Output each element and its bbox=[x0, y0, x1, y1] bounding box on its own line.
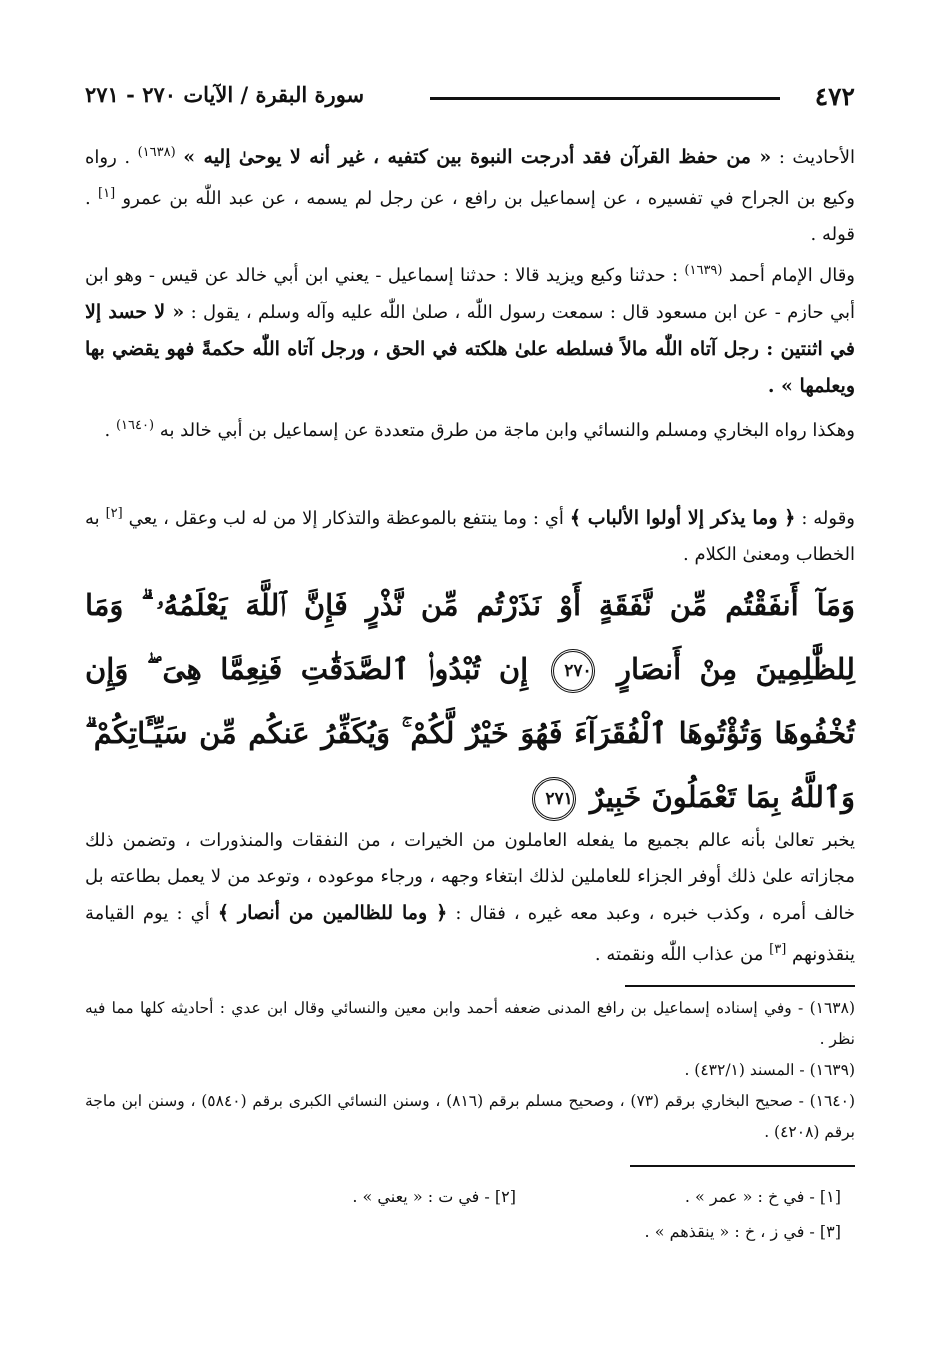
para2-lead: وقال الإمام أحمد bbox=[728, 265, 855, 286]
para5-quote: ﴿ وما للظالمين من أنصار ﴾ bbox=[217, 902, 448, 924]
editor-note-1: [١] - في خ : « عمر » . bbox=[684, 1187, 841, 1206]
editor-ref-1[interactable]: [١] bbox=[98, 186, 116, 201]
paragraph-bukhari bbox=[85, 408, 855, 449]
para3-end: . bbox=[104, 420, 111, 441]
editor-notes-rule bbox=[630, 1165, 855, 1167]
ayah-number-270: ٢٧٠ bbox=[551, 649, 595, 693]
footnote-1639: (١٦٣٩) - المسند (٤٣٢/١) . bbox=[684, 1061, 855, 1079]
running-head: سورة البقرة / الآيات ٢٧٠ - ٢٧١ bbox=[85, 82, 365, 107]
paragraph-hadith-quran bbox=[85, 135, 855, 253]
editor-ref-2[interactable]: [٢] bbox=[105, 506, 123, 521]
para4-quote: ﴿ وما يذكر إلا أولوا الألباب ﴾ bbox=[569, 507, 796, 529]
verse-270-text: وَمَآ أَنفَقْتُم مِّن نَّفَقَةٍ أَوْ نَذَرْتُم مِّن نَّذْرٍ فَإِنَّ ٱللَّهَ يَعْلَمُهُۥ ۗ وَمَا لِلظَّٰلِمِينَ مِنْ أَنصَارٍ bbox=[85, 588, 855, 686]
para5-body: يخبر تعالىٰ بأنه عالم بجميع ما يفعله العاملون من الخيرات ، من النفقات والمنذورات ، وتضمن ذلك مجازاته علىٰ ذلك أوفر الجزاء للعاملين لذلك ابتغاء وجهه ، ورجاء موعوده ، وتوعد من لا يعمل بطاعته بل خالف أمره ، وكذب خبره ، وعبد معه غيره ، فقال : bbox=[85, 830, 855, 924]
footnote-ref-1638[interactable]: (١٦٣٨) bbox=[137, 145, 176, 160]
para3-body: وهكذا رواه البخاري ومسلم والنسائي وابن ماجة من طرق متعددة عن إسماعيل بن أبي خالد به bbox=[159, 420, 855, 441]
header-rule bbox=[430, 97, 780, 100]
para2-hadith: « لا حسد إلا في اثنتين : رجل آتاه اللّٰه مالاً فسلطه علىٰ هلكته في الحق ، ورجل آتاه اللّٰه حكمةً فهو يقضي بها ويعلمها » . bbox=[85, 301, 855, 397]
paragraph-tafsir bbox=[85, 823, 855, 973]
page-header bbox=[85, 80, 855, 120]
footnotes bbox=[85, 993, 855, 1148]
footnote-ref-1639[interactable]: (١٦٣٩) bbox=[684, 263, 723, 278]
ayah-number-271: ٢٧١ bbox=[532, 777, 576, 821]
editor-note-2: [٢] - في ت : « يعني » . bbox=[352, 1187, 516, 1206]
quran-verses bbox=[85, 573, 855, 829]
para2-body: : حدثنا وكيع ويزيد قالا : حدثنا إسماعيل - يعني ابن أبي خالد عن قيس - وهو ابن أبي حازم - عن ابن مسعود قال : سمعت رسول اللّٰه ، صلىٰ اللّٰه عليه وآله وسلم ، يقول : bbox=[85, 265, 855, 323]
para1-tail: . رواه وكيع بن الجراح في تفسيره ، عن إسماعيل بن رافع ، عن رجل لم يسمه ، عن عبد اللّٰه بن عمرو bbox=[85, 147, 855, 209]
footnote-1638: (١٦٣٨) - وفي إسناده إسماعيل بن رافع المدنى ضعفه أحمد وابن معين والنسائي وقال ابن عدي : أحاديثه كلها مما فيه نظر . bbox=[85, 999, 855, 1048]
paragraph-qawluhu bbox=[85, 496, 855, 573]
para5-end: من عذاب اللّٰه ونقمته . bbox=[594, 944, 764, 965]
editor-note-3: [٣] - في ز ، خ : « ينقذهم » . bbox=[644, 1222, 841, 1241]
footnote-ref-1640[interactable]: (١٦٤٠) bbox=[115, 418, 155, 433]
para5-tail: أي : يوم القيامة ينقذونهم bbox=[85, 903, 855, 965]
para1-hadith: « من حفظ القرآن فقد أدرجت النبوة بين كتفيه ، غير أنه لا يوحىٰ إليه » bbox=[183, 146, 772, 168]
verse-271-text: إِن تُبْدُوا۟ ٱلصَّدَقَٰتِ فَنِعِمَّا هِىَ ۖ وَإِن تُخْفُوهَا وَتُؤْتُوهَا ٱلْفُقَرَآءَ فَهُوَ خَيْرٌ لَّكُمْ ۚ وَيُكَفِّرُ عَنكُم مِّن سَيِّـَٔاتِكُمْ ۗ وَٱللَّهُ بِمَا تَعْمَلُونَ خَبِيرٌ bbox=[85, 652, 855, 814]
paragraph-ahmad bbox=[85, 253, 855, 405]
para1-lead: الأحاديث : bbox=[778, 147, 855, 168]
editor-ref-3[interactable]: [٣] bbox=[769, 942, 787, 957]
footnote-rule bbox=[625, 985, 855, 987]
para4-end: به الخطاب ومعنىٰ الكلام . bbox=[85, 508, 855, 565]
para4-body: أي : وما ينتفع بالموعظة والتذكار إلا من له لب وعقل ، يعي bbox=[128, 508, 564, 529]
para1-end: . قوله . bbox=[85, 188, 855, 245]
footnote-1640: (١٦٤٠) - صحيح البخاري برقم (٧٣) ، وصحيح مسلم برقم (٨١٦) ، وسنن النسائي الكبرى برقم (٥٨٤٠) ، وسنن ابن ماجة برقم (٤٢٠٨) . bbox=[85, 1092, 855, 1141]
para4-lead: وقوله : bbox=[801, 508, 855, 529]
page-number: ٤٧٢ bbox=[814, 82, 855, 111]
